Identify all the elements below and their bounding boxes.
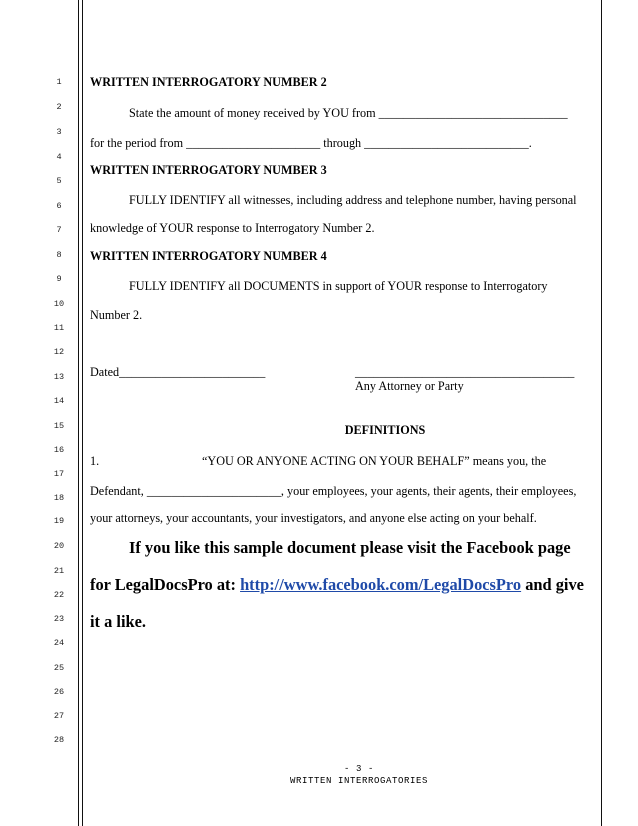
line-number: 24 — [53, 638, 65, 648]
interrogatory-4-text-line-1: FULLY IDENTIFY all DOCUMENTS in support of YOUR response to Interrogatory — [129, 279, 548, 293]
interrogatory-2-text-line-1: State the amount of money received by YOU from _______________________________ — [129, 106, 568, 120]
line-number: 7 — [56, 225, 62, 235]
definition-1-line-2: Defendant, ______________________, your employees, your agents, their agents, their employees, — [90, 484, 577, 498]
signature-line: ____________________________________ — [355, 365, 575, 379]
promo-line-2 — [90, 577, 584, 593]
definitions-heading: DEFINITIONS — [344, 423, 426, 437]
interrogatory-3-text-line-1: FULLY IDENTIFY all witnesses, including address and telephone number, having personal — [129, 193, 577, 207]
line-number: 26 — [53, 687, 65, 697]
definition-1-text: “YOU OR ANYONE ACTING ON YOUR BEHALF” means you, the — [202, 454, 547, 468]
promo-prefix: for LegalDocsPro at: — [90, 575, 241, 594]
line-number: 4 — [56, 152, 62, 162]
line-number: 19 — [53, 516, 65, 526]
line-number: 28 — [53, 735, 65, 745]
interrogatory-4-text-line-2: Number 2. — [90, 308, 143, 322]
interrogatory-2-text-line-2: for the period from ______________________ through ___________________________. — [90, 136, 532, 150]
dated-line: Dated________________________ — [90, 365, 266, 379]
line-number: 14 — [53, 396, 65, 406]
line-number: 10 — [53, 299, 65, 309]
interrogatory-3-heading: WRITTEN INTERROGATORY NUMBER 3 — [90, 163, 327, 177]
line-number: 6 — [56, 201, 62, 211]
line-number: 25 — [53, 663, 65, 673]
left-margin-rule-outer — [78, 0, 79, 826]
footer-title: WRITTEN INTERROGATORIES — [289, 776, 429, 786]
line-number: 18 — [53, 493, 65, 503]
left-margin-rule-inner — [82, 0, 83, 826]
line-number: 27 — [53, 711, 65, 721]
promo-suffix: and give — [521, 575, 584, 594]
signature-caption: Any Attorney or Party — [355, 379, 464, 393]
definition-1-number: 1. — [90, 454, 100, 468]
line-number: 21 — [53, 566, 65, 576]
line-number: 17 — [53, 469, 65, 479]
definition-1-line-3: your attorneys, your accountants, your investigators, and anyone else acting on your behalf. — [90, 511, 537, 525]
line-number: 20 — [53, 541, 65, 551]
promo-line-1: If you like this sample document please visit the Facebook page — [129, 538, 571, 557]
line-number: 13 — [53, 372, 65, 382]
interrogatory-4-heading: WRITTEN INTERROGATORY NUMBER 4 — [90, 249, 327, 263]
line-number: 15 — [53, 421, 65, 431]
line-number: 3 — [56, 127, 62, 137]
line-number: 9 — [56, 274, 62, 284]
line-number: 2 — [56, 102, 62, 112]
line-number: 1 — [56, 77, 62, 87]
line-number: 8 — [56, 250, 62, 260]
line-number: 22 — [53, 590, 65, 600]
line-number: 16 — [53, 445, 65, 455]
interrogatory-3-text-line-2: knowledge of YOUR response to Interrogatory Number 2. — [90, 221, 375, 235]
line-number: 12 — [53, 347, 65, 357]
interrogatory-2-heading: WRITTEN INTERROGATORY NUMBER 2 — [90, 75, 327, 89]
line-number: 5 — [56, 176, 62, 186]
line-number: 11 — [53, 323, 65, 333]
page-number: - 3 - — [343, 764, 374, 774]
facebook-link[interactable]: http://www.facebook.com/LegalDocsPro — [240, 575, 522, 594]
promo-line-3: it a like. — [90, 612, 146, 631]
right-margin-rule — [601, 0, 602, 826]
line-number: 23 — [53, 614, 65, 624]
